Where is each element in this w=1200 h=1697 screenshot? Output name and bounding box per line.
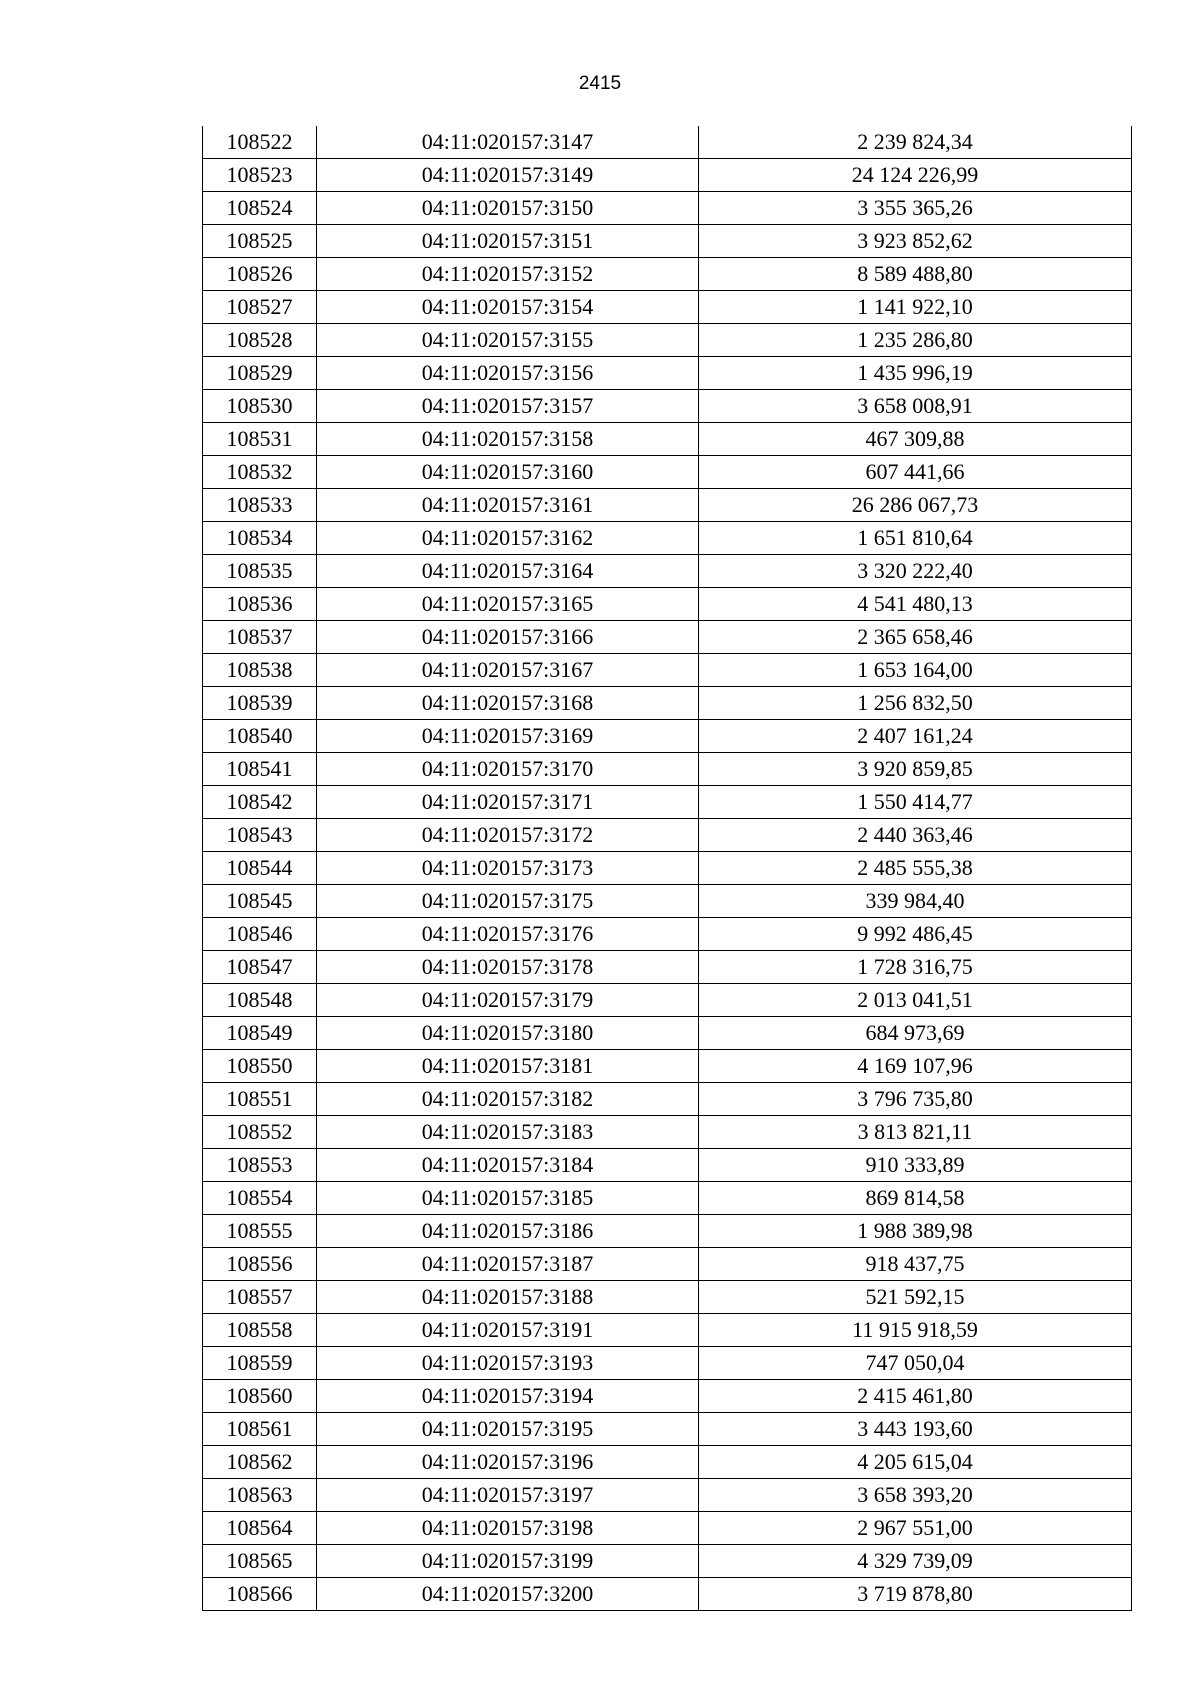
row-number-cell: 108558 [203,1314,317,1347]
cadastral-number-cell: 04:11:020157:3193 [317,1347,699,1380]
row-number-cell: 108534 [203,522,317,555]
cadastral-number-cell: 04:11:020157:3162 [317,522,699,555]
cadastral-number-cell: 04:11:020157:3180 [317,1017,699,1050]
cadastral-value-cell: 4 329 739,09 [699,1545,1132,1578]
row-number-cell: 108543 [203,819,317,852]
table-row [203,1314,1132,1347]
table-row [203,1545,1132,1578]
cadastral-value-cell: 918 437,75 [699,1248,1132,1281]
cadastral-number-cell: 04:11:020157:3173 [317,852,699,885]
row-number-cell: 108530 [203,390,317,423]
row-number-cell: 108523 [203,159,317,192]
table-row [203,126,1132,159]
cadastral-value-cell: 521 592,15 [699,1281,1132,1314]
row-number-cell: 108535 [203,555,317,588]
cadastral-number-cell: 04:11:020157:3169 [317,720,699,753]
cadastral-number-cell: 04:11:020157:3164 [317,555,699,588]
table-row [203,291,1132,324]
cadastral-value-cell: 3 443 193,60 [699,1413,1132,1446]
table-row [203,819,1132,852]
table-row [203,918,1132,951]
row-number-cell: 108562 [203,1446,317,1479]
row-number-cell: 108524 [203,192,317,225]
cadastral-number-cell: 04:11:020157:3196 [317,1446,699,1479]
table-row [203,1413,1132,1446]
cadastral-value-cell: 1 651 810,64 [699,522,1132,555]
table-body [203,126,1132,1611]
row-number-cell: 108560 [203,1380,317,1413]
cadastral-value-cell: 2 485 555,38 [699,852,1132,885]
cadastral-number-cell: 04:11:020157:3195 [317,1413,699,1446]
cadastral-value-cell: 2 013 041,51 [699,984,1132,1017]
cadastral-number-cell: 04:11:020157:3197 [317,1479,699,1512]
row-number-cell: 108552 [203,1116,317,1149]
table-row [203,390,1132,423]
cadastral-number-cell: 04:11:020157:3149 [317,159,699,192]
row-number-cell: 108540 [203,720,317,753]
cadastral-number-cell: 04:11:020157:3160 [317,456,699,489]
table-row [203,1215,1132,1248]
cadastral-number-cell: 04:11:020157:3200 [317,1578,699,1611]
row-number-cell: 108545 [203,885,317,918]
row-number-cell: 108529 [203,357,317,390]
table-row [203,1116,1132,1149]
cadastral-number-cell: 04:11:020157:3172 [317,819,699,852]
cadastral-value-cell: 3 796 735,80 [699,1083,1132,1116]
row-number-cell: 108561 [203,1413,317,1446]
cadastral-number-cell: 04:11:020157:3175 [317,885,699,918]
cadastral-value-cell: 2 967 551,00 [699,1512,1132,1545]
cadastral-number-cell: 04:11:020157:3161 [317,489,699,522]
table-row [203,1479,1132,1512]
cadastral-number-cell: 04:11:020157:3150 [317,192,699,225]
cadastral-value-cell: 4 541 480,13 [699,588,1132,621]
table-row [203,489,1132,522]
table-row [203,1347,1132,1380]
table-row [203,423,1132,456]
table-row [203,1017,1132,1050]
cadastral-value-cell: 11 915 918,59 [699,1314,1132,1347]
row-number-cell: 108549 [203,1017,317,1050]
table-row [203,588,1132,621]
cadastral-number-cell: 04:11:020157:3171 [317,786,699,819]
row-number-cell: 108528 [203,324,317,357]
table-row [203,852,1132,885]
cadastral-number-cell: 04:11:020157:3176 [317,918,699,951]
cadastral-value-cell: 2 239 824,34 [699,126,1132,159]
cadastral-value-cell: 1 141 922,10 [699,291,1132,324]
cadastral-number-cell: 04:11:020157:3183 [317,1116,699,1149]
cadastral-number-cell: 04:11:020157:3194 [317,1380,699,1413]
cadastral-value-cell: 8 589 488,80 [699,258,1132,291]
table-row [203,1446,1132,1479]
cadastral-number-cell: 04:11:020157:3188 [317,1281,699,1314]
cadastral-number-cell: 04:11:020157:3157 [317,390,699,423]
row-number-cell: 108538 [203,654,317,687]
cadastral-number-cell: 04:11:020157:3182 [317,1083,699,1116]
cadastral-number-cell: 04:11:020157:3181 [317,1050,699,1083]
table-row [203,456,1132,489]
row-number-cell: 108564 [203,1512,317,1545]
cadastral-number-cell: 04:11:020157:3170 [317,753,699,786]
row-number-cell: 108547 [203,951,317,984]
table-row [203,357,1132,390]
cadastral-number-cell: 04:11:020157:3167 [317,654,699,687]
cadastral-number-cell: 04:11:020157:3156 [317,357,699,390]
cadastral-number-cell: 04:11:020157:3187 [317,1248,699,1281]
row-number-cell: 108548 [203,984,317,1017]
table-row [203,159,1132,192]
cadastral-value-cell: 3 813 821,11 [699,1116,1132,1149]
table-row [203,555,1132,588]
cadastral-number-cell: 04:11:020157:3186 [317,1215,699,1248]
table-row [203,621,1132,654]
row-number-cell: 108536 [203,588,317,621]
cadastral-value-cell: 1 256 832,50 [699,687,1132,720]
row-number-cell: 108555 [203,1215,317,1248]
row-number-cell: 108546 [203,918,317,951]
cadastral-number-cell: 04:11:020157:3152 [317,258,699,291]
row-number-cell: 108557 [203,1281,317,1314]
cadastral-value-cell: 9 992 486,45 [699,918,1132,951]
cadastral-value-cell: 2 415 461,80 [699,1380,1132,1413]
row-number-cell: 108539 [203,687,317,720]
row-number-cell: 108551 [203,1083,317,1116]
cadastral-value-cell: 747 050,04 [699,1347,1132,1380]
cadastral-number-cell: 04:11:020157:3147 [317,126,699,159]
cadastral-value-cell: 24 124 226,99 [699,159,1132,192]
table-row [203,522,1132,555]
cadastral-value-cell: 26 286 067,73 [699,489,1132,522]
row-number-cell: 108525 [203,225,317,258]
row-number-cell: 108522 [203,126,317,159]
cadastral-value-cell: 467 309,88 [699,423,1132,456]
cadastral-number-cell: 04:11:020157:3184 [317,1149,699,1182]
cadastral-value-cell: 1 235 286,80 [699,324,1132,357]
cadastral-number-cell: 04:11:020157:3151 [317,225,699,258]
cadastral-value-cell: 910 333,89 [699,1149,1132,1182]
table-row [203,1281,1132,1314]
cadastral-value-cell: 1 988 389,98 [699,1215,1132,1248]
row-number-cell: 108566 [203,1578,317,1611]
table-row [203,258,1132,291]
table-row [203,687,1132,720]
cadastral-number-cell: 04:11:020157:3179 [317,984,699,1017]
cadastral-number-cell: 04:11:020157:3168 [317,687,699,720]
cadastral-value-cell: 4 205 615,04 [699,1446,1132,1479]
row-number-cell: 108532 [203,456,317,489]
cadastral-value-cell: 339 984,40 [699,885,1132,918]
cadastral-number-cell: 04:11:020157:3158 [317,423,699,456]
cadastral-value-cell: 3 355 365,26 [699,192,1132,225]
cadastral-value-cell: 607 441,66 [699,456,1132,489]
table-row [203,225,1132,258]
row-number-cell: 108556 [203,1248,317,1281]
cadastral-number-cell: 04:11:020157:3154 [317,291,699,324]
cadastral-value-cell: 3 920 859,85 [699,753,1132,786]
cadastral-number-cell: 04:11:020157:3165 [317,588,699,621]
cadastral-value-cell: 1 550 414,77 [699,786,1132,819]
row-number-cell: 108550 [203,1050,317,1083]
cadastral-value-cell: 4 169 107,96 [699,1050,1132,1083]
table-row [203,951,1132,984]
table-row [203,654,1132,687]
row-number-cell: 108541 [203,753,317,786]
cadastral-value-cell: 3 719 878,80 [699,1578,1132,1611]
table-row [203,1578,1132,1611]
table-row [203,1248,1132,1281]
row-number-cell: 108527 [203,291,317,324]
table-row [203,1083,1132,1116]
row-number-cell: 108537 [203,621,317,654]
table-row [203,885,1132,918]
row-number-cell: 108554 [203,1182,317,1215]
row-number-cell: 108526 [203,258,317,291]
page-number: 2415 [578,73,622,94]
cadastral-number-cell: 04:11:020157:3178 [317,951,699,984]
cadastral-value-table [202,126,1132,1611]
cadastral-number-cell: 04:11:020157:3191 [317,1314,699,1347]
cadastral-number-cell: 04:11:020157:3166 [317,621,699,654]
cadastral-value-cell: 1 435 996,19 [699,357,1132,390]
cadastral-value-cell: 1 653 164,00 [699,654,1132,687]
row-number-cell: 108544 [203,852,317,885]
table-row [203,1380,1132,1413]
table-row [203,1050,1132,1083]
table-row [203,1512,1132,1545]
table-row [203,786,1132,819]
table-row [203,324,1132,357]
cadastral-value-cell: 3 658 008,91 [699,390,1132,423]
row-number-cell: 108563 [203,1479,317,1512]
cadastral-number-cell: 04:11:020157:3198 [317,1512,699,1545]
table-row [203,192,1132,225]
cadastral-value-cell: 1 728 316,75 [699,951,1132,984]
cadastral-value-cell: 869 814,58 [699,1182,1132,1215]
row-number-cell: 108542 [203,786,317,819]
row-number-cell: 108559 [203,1347,317,1380]
table-row [203,753,1132,786]
cadastral-value-cell: 684 973,69 [699,1017,1132,1050]
table-row [203,1182,1132,1215]
cadastral-value-cell: 3 923 852,62 [699,225,1132,258]
cadastral-number-cell: 04:11:020157:3199 [317,1545,699,1578]
row-number-cell: 108565 [203,1545,317,1578]
row-number-cell: 108531 [203,423,317,456]
cadastral-number-cell: 04:11:020157:3185 [317,1182,699,1215]
row-number-cell: 108533 [203,489,317,522]
table-row [203,1149,1132,1182]
row-number-cell: 108553 [203,1149,317,1182]
cadastral-value-cell: 3 658 393,20 [699,1479,1132,1512]
cadastral-value-cell: 2 440 363,46 [699,819,1132,852]
table-row [203,720,1132,753]
cadastral-value-cell: 2 407 161,24 [699,720,1132,753]
cadastral-value-cell: 3 320 222,40 [699,555,1132,588]
table-row [203,984,1132,1017]
cadastral-value-cell: 2 365 658,46 [699,621,1132,654]
cadastral-number-cell: 04:11:020157:3155 [317,324,699,357]
